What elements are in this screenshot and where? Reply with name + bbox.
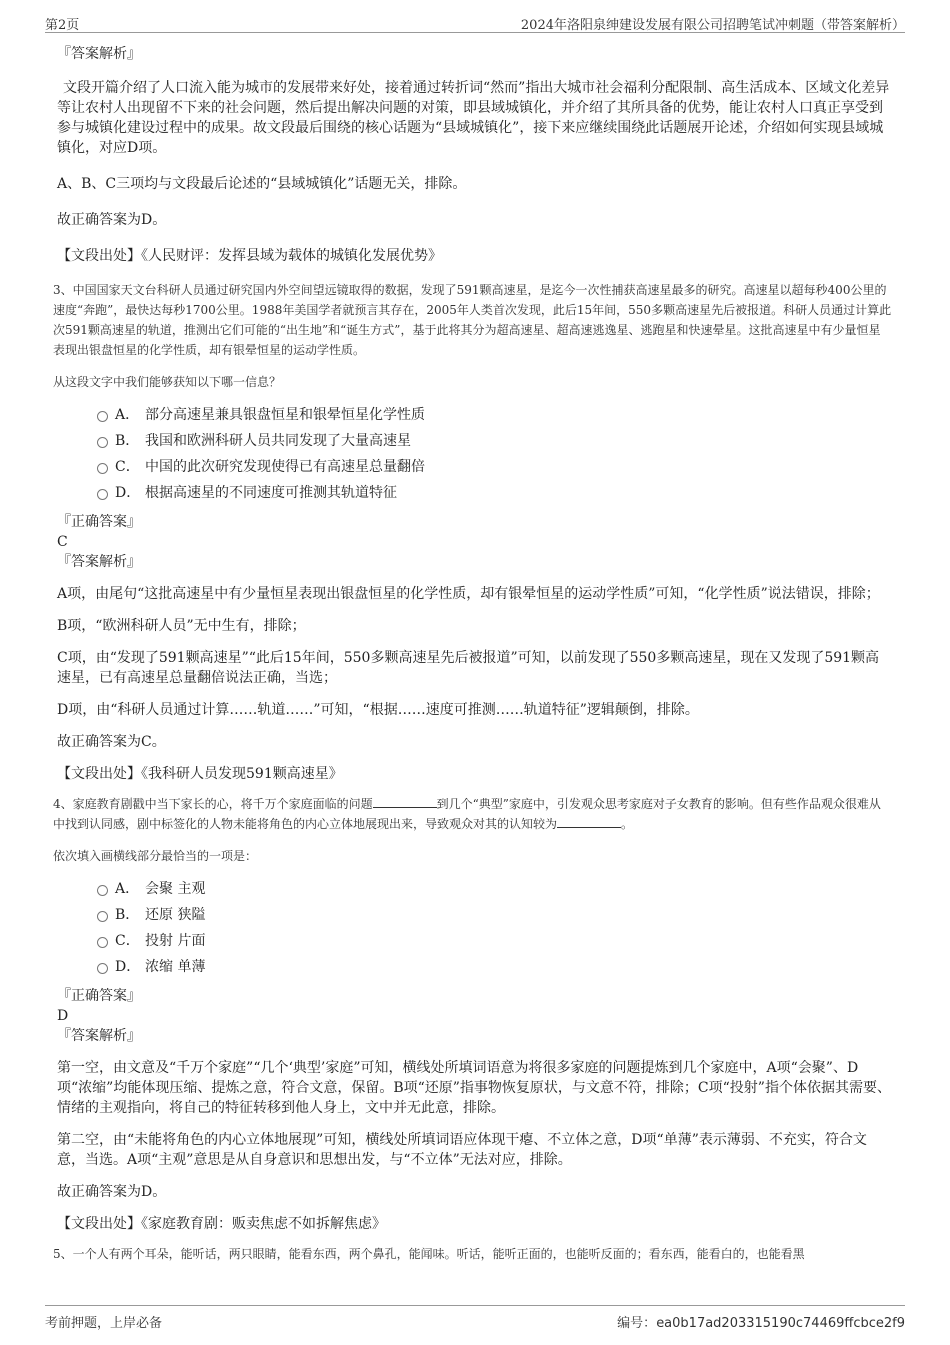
conclusion-paragraph: 故正确答案为C。 (57, 734, 166, 750)
radio-button[interactable] (97, 489, 108, 500)
correct-answer: C (57, 534, 68, 550)
option-key: D． (115, 485, 141, 501)
analysis-paragraph: 第二空，由“未能将角色的内心立体地展现”可知，横线处所填词语应体现干瘪、不立体之意，D项“单薄”表示薄弱、不充实，符合文意，当选。A项“主观”意思是从自身意识和思想出发，与“不立体”无法对应，排除。 (57, 1132, 867, 1168)
code-label: 编号： (617, 1316, 657, 1331)
analysis-label: 『答案解析』 (57, 46, 141, 62)
option-text: 部分高速星兼具银盘恒星和银晕恒星化学性质 (145, 407, 425, 423)
question-prompt: 从这段文字中我们能够获知以下哪一信息？ (53, 375, 282, 389)
option-key: A． (115, 881, 140, 897)
analysis-paragraph: D项，由“科研人员通过计算……轨道……”可知，“根据……速度可推测……轨道特征”逻辑颠倒，排除。 (57, 702, 699, 718)
answer-blank (557, 815, 621, 828)
source-citation: 【文段出处】《家庭教育剧：贩卖焦虑不如拆解焦虑》 (57, 1216, 386, 1232)
option-d[interactable] (57, 480, 892, 506)
answer-label: 『正确答案』 (57, 514, 141, 530)
code-value: ea0b17ad203315190c74469ffcbce2f9 (656, 1316, 905, 1331)
option-key: B． (115, 433, 140, 449)
question-text (53, 794, 892, 834)
radio-button[interactable] (97, 463, 108, 474)
analysis-label: 『答案解析』 (57, 554, 141, 570)
radio-button[interactable] (97, 885, 108, 896)
option-key: A． (115, 407, 140, 423)
option-text: 我国和欧洲科研人员共同发现了大量高速星 (145, 433, 411, 449)
question-prompt: 依次填入画横线部分最恰当的一项是： (53, 849, 258, 863)
option-b[interactable] (57, 902, 892, 928)
page-footer (45, 1305, 905, 1330)
radio-button[interactable] (97, 437, 108, 448)
radio-button[interactable] (97, 911, 108, 922)
option-c[interactable] (57, 454, 892, 480)
option-text: 投射 片面 (145, 933, 206, 949)
option-a[interactable] (57, 402, 892, 428)
analysis-label: 『答案解析』 (57, 1028, 141, 1044)
analysis-paragraph: A项，由尾句“这批高速星中有少量恒星表现出银盘恒星的化学性质，却有银晕恒星的运动学性质”可知，“化学性质”说法错误，排除； (57, 586, 880, 602)
question-text-part: 到几个“典型”家庭中，引发观众思考家庭对子女教育的影响。但有些作品观众很难从中找到认同感，剧中标签化的人物未能将角色的内心立体地展现出来，导致观众对其的认知较为 (53, 797, 881, 831)
option-key: C． (115, 459, 140, 475)
analysis-paragraph: 第一空，由文意及“千万个家庭”“几个‘典型’家庭”可知，横线处所填词语意为将很多家庭的问题提炼到几个家庭中，A项“会聚”、D项“浓缩”均能体现压缩、提炼之意，符合文意，保留。B项“还原”指事物恢复原状，与文意不符，排除；C项“投射”指个体依据其需要、情绪的主观指向，将自己的特征转移到他人身上，文中并无此意，排除。 (57, 1060, 891, 1116)
option-list (57, 876, 892, 980)
option-a[interactable] (57, 876, 892, 902)
source-citation: 【文段出处】《我科研人员发现591颗高速星》 (57, 766, 343, 782)
source-citation: 【文段出处】《人民财评：发挥县域为载体的城镇化发展优势》 (57, 248, 442, 264)
answer-blank (373, 795, 437, 808)
analysis-paragraph: B项，“欧洲科研人员”无中生有，排除； (57, 618, 306, 634)
question-text-part: 4、家庭教育剧戳中当下家长的心，将千万个家庭面临的问题 (53, 797, 373, 811)
document-code (617, 1312, 905, 1331)
radio-button[interactable] (97, 411, 108, 422)
option-text: 根据高速星的不同速度可推测其轨道特征 (145, 485, 397, 501)
option-key: D． (115, 959, 141, 975)
option-text: 中国的此次研究发现使得已有高速星总量翻倍 (145, 459, 425, 475)
answer-label: 『正确答案』 (57, 988, 141, 1004)
analysis-paragraph: 文段开篇介绍了人口流入能为城市的发展带来好处，接着通过转折词“然而”指出大城市社会福利分配限制、高生活成本、区域文化差异等让农村人出现留不下来的社会问题，然后提出解决问题的对策，即县域城镇化，并介绍了其所具备的优势，能让农村人口真正享受到参与城镇化建设过程中的成果。故文段最后围绕的核心话题为“县域城镇化”，接下来应继续围绕此话题展开论述，介绍如何实现县域城镇化，对应D项。 (57, 80, 890, 156)
option-key: B． (115, 907, 140, 923)
document-body (53, 44, 892, 1264)
question-text: 5、一个人有两个耳朵，能听话，两只眼睛，能看东西，两个鼻孔，能闻味。听话，能听正面的，也能听反面的；看东西，能看白的，也能看黑 (53, 1247, 805, 1261)
analysis-paragraph: A、B、C三项均与文段最后论述的“县域城镇化”话题无关，排除。 (57, 176, 467, 192)
conclusion-paragraph: 故正确答案为D。 (57, 212, 167, 228)
option-text: 还原 狭隘 (145, 907, 206, 923)
radio-button[interactable] (97, 963, 108, 974)
option-key: C． (115, 933, 140, 949)
question-text: 3、中国国家天文台科研人员通过研究国内外空间望远镜取得的数据，发现了591颗高速星，是迄今一次性捕获高速星最多的研究。高速星以超每秒400公里的速度“奔跑”，最快达每秒1700公里。1988年美国学者就预言其存在，2005年人类首次发现，此后15年间，550多颗高速星先后被报道。科研人员通过计算此次591颗高速星的轨道，推测出它们可能的“出生地”和“诞生方式”，基于此将其分为超高速星、超高速逃逸星、逃跑星和快速晕星。这批高速星中有少量恒星表现出银盘恒星的化学性质，却有银晕恒星的运动学性质。 (53, 283, 892, 357)
page-header (45, 12, 905, 33)
correct-answer: D (57, 1008, 69, 1024)
conclusion-paragraph: 故正确答案为D。 (57, 1184, 167, 1200)
page-number: 第2页 (45, 18, 80, 33)
option-c[interactable] (57, 928, 892, 954)
option-text: 会聚 主观 (145, 881, 206, 897)
option-text: 浓缩 单薄 (145, 959, 206, 975)
footer-slogan: 考前押题，上岸必备 (45, 1316, 163, 1331)
option-d[interactable] (57, 954, 892, 980)
question-text-part: 。 (621, 817, 634, 831)
document-title: 2024年洛阳泉绅建设发展有限公司招聘笔试冲刺题（带答案解析） (520, 18, 905, 33)
option-list (57, 402, 892, 506)
analysis-paragraph: C项，由“发现了591颗高速星”“此后15年间，550多颗高速星先后被报道”可知，以前发现了550多颗高速星，现在又发现了591颗高速星，已有高速星总量翻倍说法正确，当选； (57, 650, 880, 686)
option-b[interactable] (57, 428, 892, 454)
radio-button[interactable] (97, 937, 108, 948)
